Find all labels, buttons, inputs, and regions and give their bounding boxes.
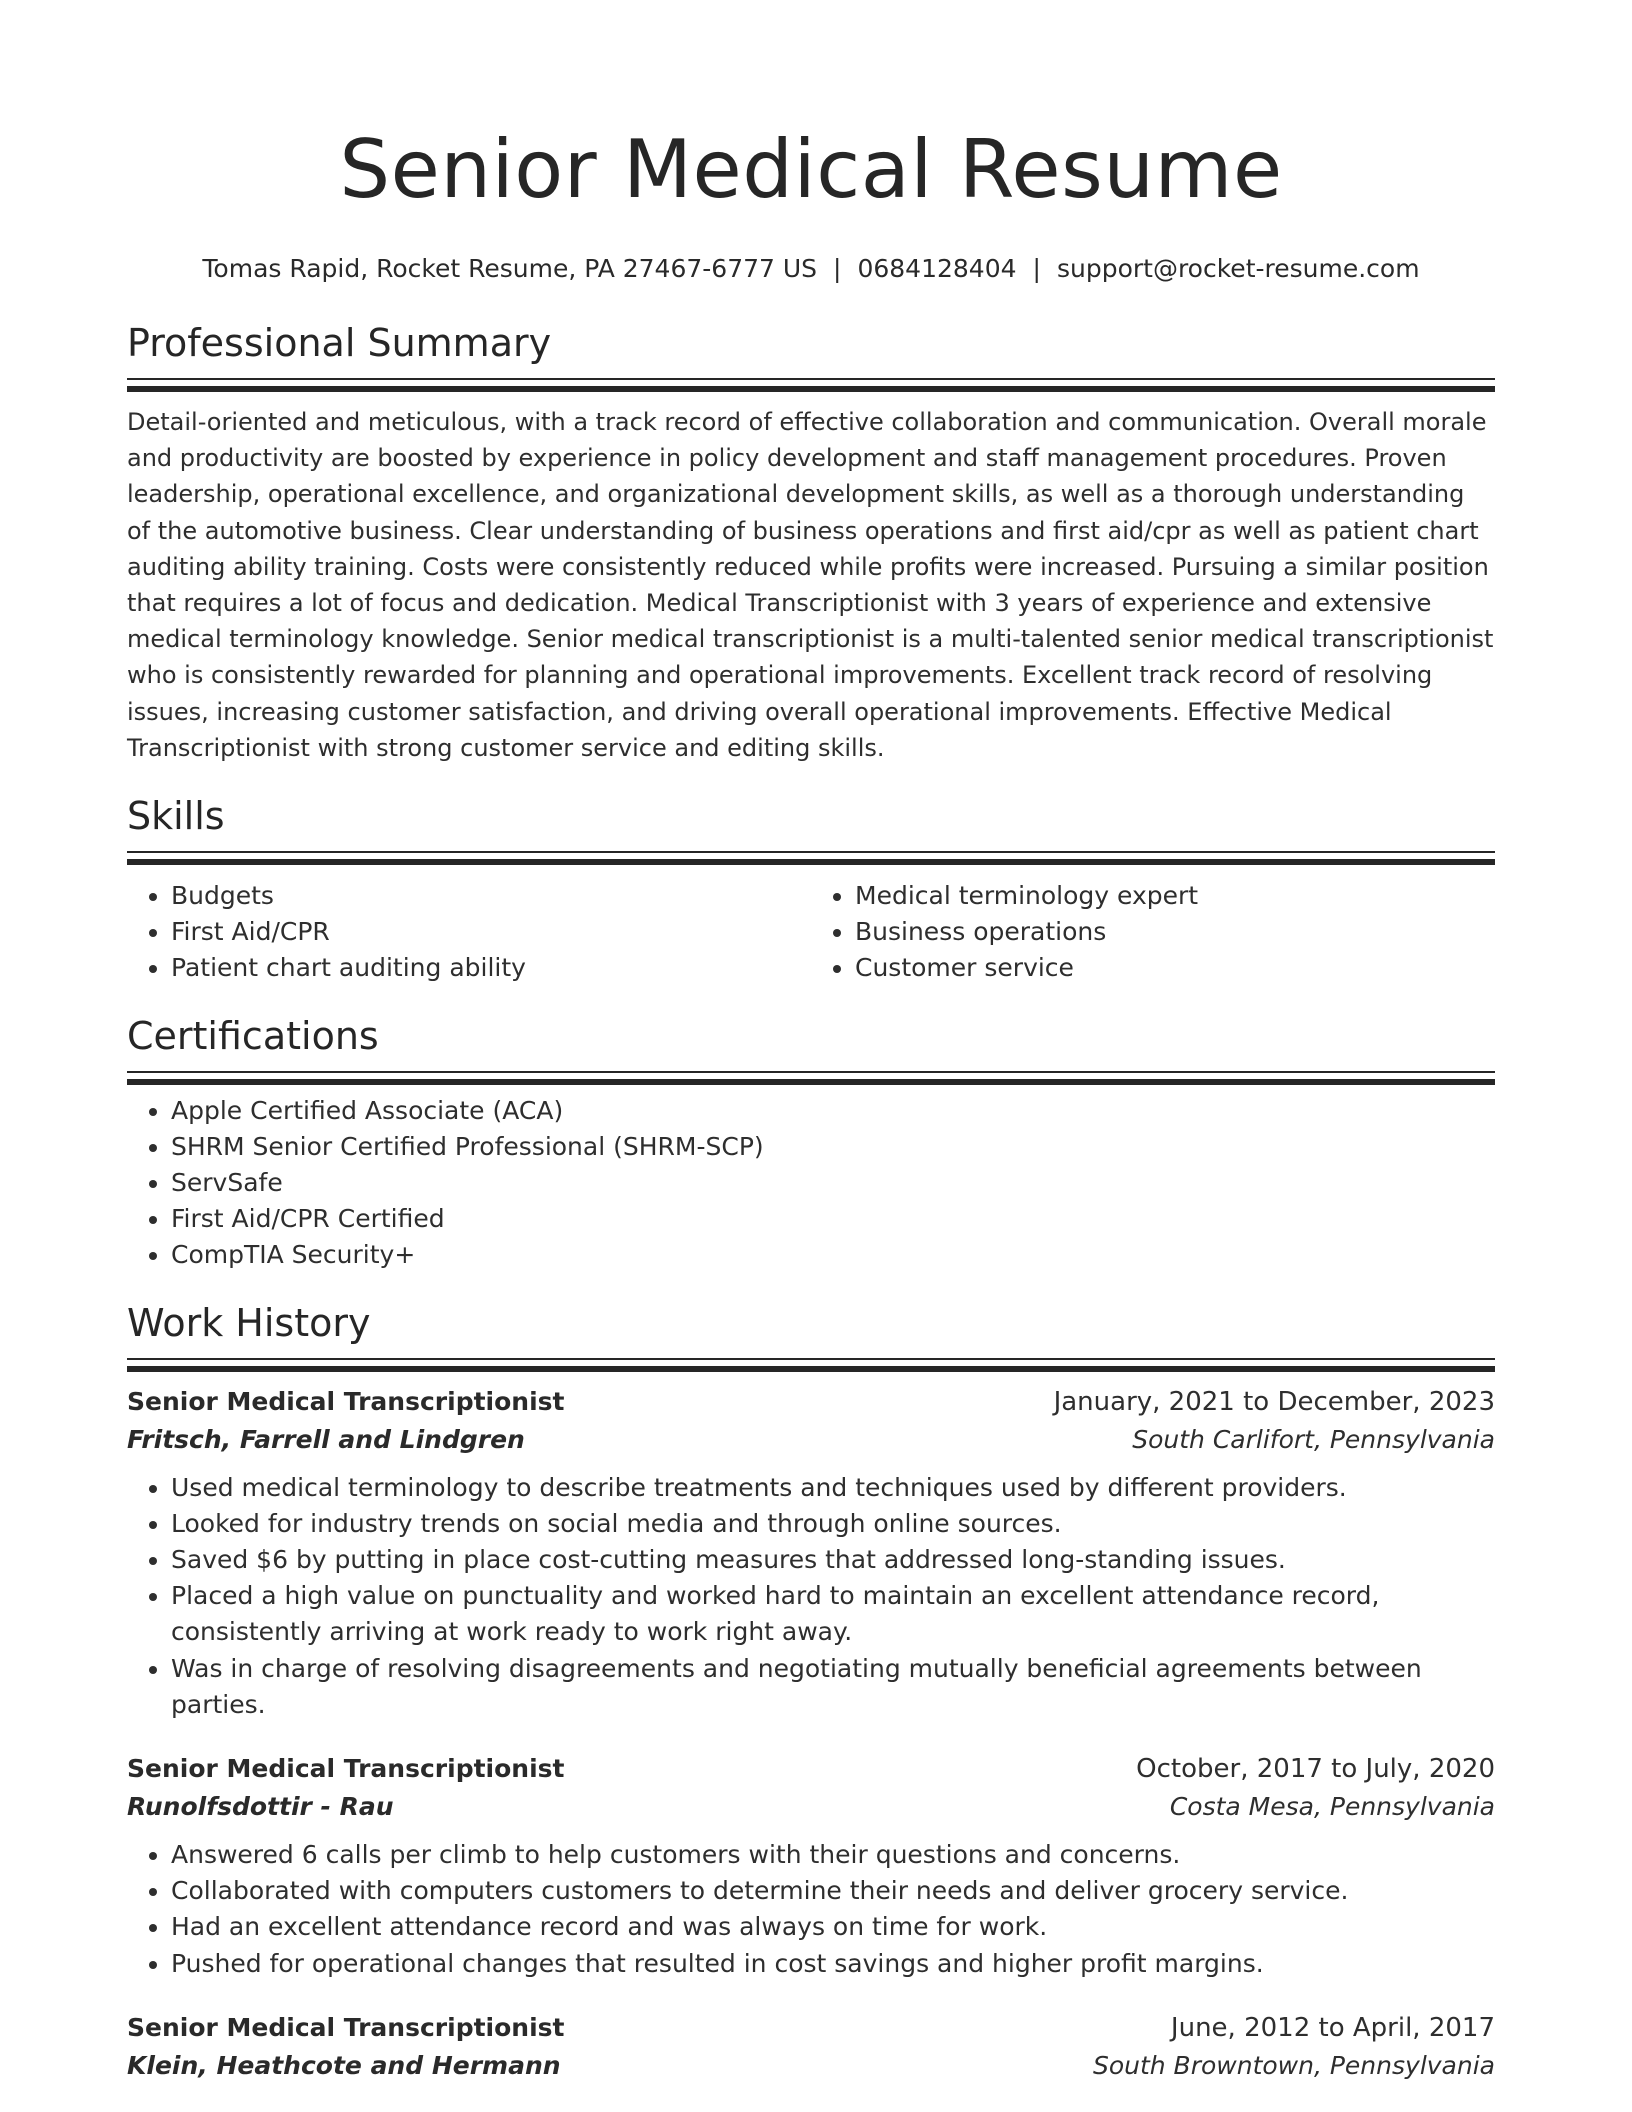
skills-heading: Skills (127, 794, 225, 839)
job-location: South Carlifort, Pennsylvania (1132, 1424, 1495, 1454)
skills-grid (127, 878, 1495, 987)
contact-line (127, 254, 1495, 284)
job-dates: October, 2017 to July, 2020 (1136, 1754, 1495, 1785)
contact-phone: 0684128404 (857, 254, 1017, 283)
contact-address: Tomas Rapid, Rocket Resume, PA 27467-6777 US (202, 254, 818, 283)
contact-email: support@rocket-resume.com (1056, 254, 1420, 283)
summary-text: Detail-oriented and meticulous, with a track record of effective collaboration and communication. Overall morale and productivity are boosted by experience in policy development and staff management procedures. Proven leadership, operational excellence, and organizational development skills, as well as a thorough understanding of the automotive business. Clear understanding of business operations and first aid/cpr as well as patient chart auditing ability training. Costs were consistently reduced while profits were increased. Pursuing a similar position that requires a lot of focus and dedication. Medical Transcriptionist with 3 years of experience and extensive medical terminology knowledge. Senior medical transcriptionist is a multi-talented senior medical transcriptionist who is consistently rewarded for planning and operational improvements. Excellent track record of resolving issues, increasing customer satisfaction, and driving overall operational improvements. Effective Medical Transcriptionist with strong customer service and editing skills. (127, 408, 1494, 762)
job-title: Senior Medical Transcriptionist (127, 1754, 565, 1784)
summary-section (127, 320, 1495, 766)
certification-item: • Apple Certified Associate (ACA) (171, 1093, 1495, 1129)
summary-heading: Professional Summary (127, 321, 552, 365)
contact-separator: | (833, 254, 842, 283)
job-duty-item: • Used medical terminology to describe treatments and techniques used by different providers. (171, 1470, 1495, 1506)
resume-page (127, 120, 1495, 2086)
job-entry (127, 1751, 1495, 1982)
job-company: Runolfsdottir - Rau (127, 1792, 394, 1822)
certification-item: • ServSafe (171, 1165, 1495, 1201)
job-duty-item: • Pushed for operational changes that resulted in cost savings and higher profit margins. (171, 1946, 1495, 1982)
job-location: Costa Mesa, Pennsylvania (1169, 1792, 1495, 1822)
job-duty-item: • Had an excellent attendance record and was always on time for work. (171, 1909, 1495, 1945)
job-header (127, 1384, 1495, 1420)
job-duty-item: • Answered 6 calls per climb to help customers with their questions and concerns. (171, 1837, 1495, 1873)
skill-item: • First Aid/CPR (171, 914, 811, 950)
skill-item: • Budgets (171, 878, 811, 914)
certification-item: • SHRM Senior Certified Professional (SHRM-SCP) (171, 1129, 1495, 1165)
job-company: Klein, Heathcote and Hermann (127, 2050, 561, 2080)
job-duties-list (127, 1470, 1495, 1723)
job-dates: January, 2021 to December, 2023 (1053, 1386, 1495, 1417)
skill-item: • Business operations (855, 914, 1495, 950)
job-dates: June, 2012 to April, 2017 (1170, 2012, 1495, 2043)
job-title: Senior Medical Transcriptionist (127, 1386, 565, 1416)
skill-item: • Customer service (855, 950, 1495, 986)
job-company: Fritsch, Farrell and Lindgren (127, 1424, 525, 1454)
certifications-heading: Certifications (127, 1013, 379, 1058)
section-divider (127, 851, 1495, 865)
work-history-section (127, 1300, 1495, 2086)
section-divider (127, 1071, 1495, 1085)
contact-separator: | (1032, 254, 1041, 283)
work-history-heading: Work History (127, 1300, 371, 1345)
certification-item: • CompTIA Security+ (171, 1237, 1495, 1273)
resume-title: Senior Medical Resume (339, 123, 1283, 216)
job-duties-list (127, 1837, 1495, 1982)
job-subheader (127, 1787, 1495, 1827)
skills-list-right (811, 878, 1495, 987)
job-duty-item: • Saved $6 by putting in place cost-cutting measures that addressed long-standing issues. (171, 1542, 1495, 1578)
job-location: South Browntown, Pennsylvania (1092, 2050, 1495, 2080)
certification-item: • First Aid/CPR Certified (171, 1201, 1495, 1237)
job-entry (127, 2010, 1495, 2086)
certifications-list (127, 1093, 1495, 1274)
job-entry (127, 1384, 1495, 1723)
job-duty-item: • Looked for industry trends on social media and through online sources. (171, 1506, 1495, 1542)
job-title: Senior Medical Transcriptionist (127, 2012, 565, 2042)
job-header (127, 1751, 1495, 1787)
job-duty-item: • Was in charge of resolving disagreements and negotiating mutually beneficial agreements between parties. (171, 1651, 1495, 1723)
job-duty-item: • Placed a high value on punctuality and worked hard to maintain an excellent attendance record, consistently arriving at work ready to work right away. (171, 1578, 1495, 1650)
job-subheader (127, 1420, 1495, 1460)
job-header (127, 2010, 1495, 2046)
section-divider (127, 1358, 1495, 1372)
skill-item: • Medical terminology expert (855, 878, 1495, 914)
section-divider (127, 378, 1495, 392)
certifications-section (127, 1013, 1495, 1274)
job-subheader (127, 2046, 1495, 2086)
skill-item: • Patient chart auditing ability (171, 950, 811, 986)
job-duty-item: • Collaborated with computers customers to determine their needs and deliver grocery service. (171, 1873, 1495, 1909)
skills-list-left (127, 878, 811, 987)
skills-section (127, 793, 1495, 987)
